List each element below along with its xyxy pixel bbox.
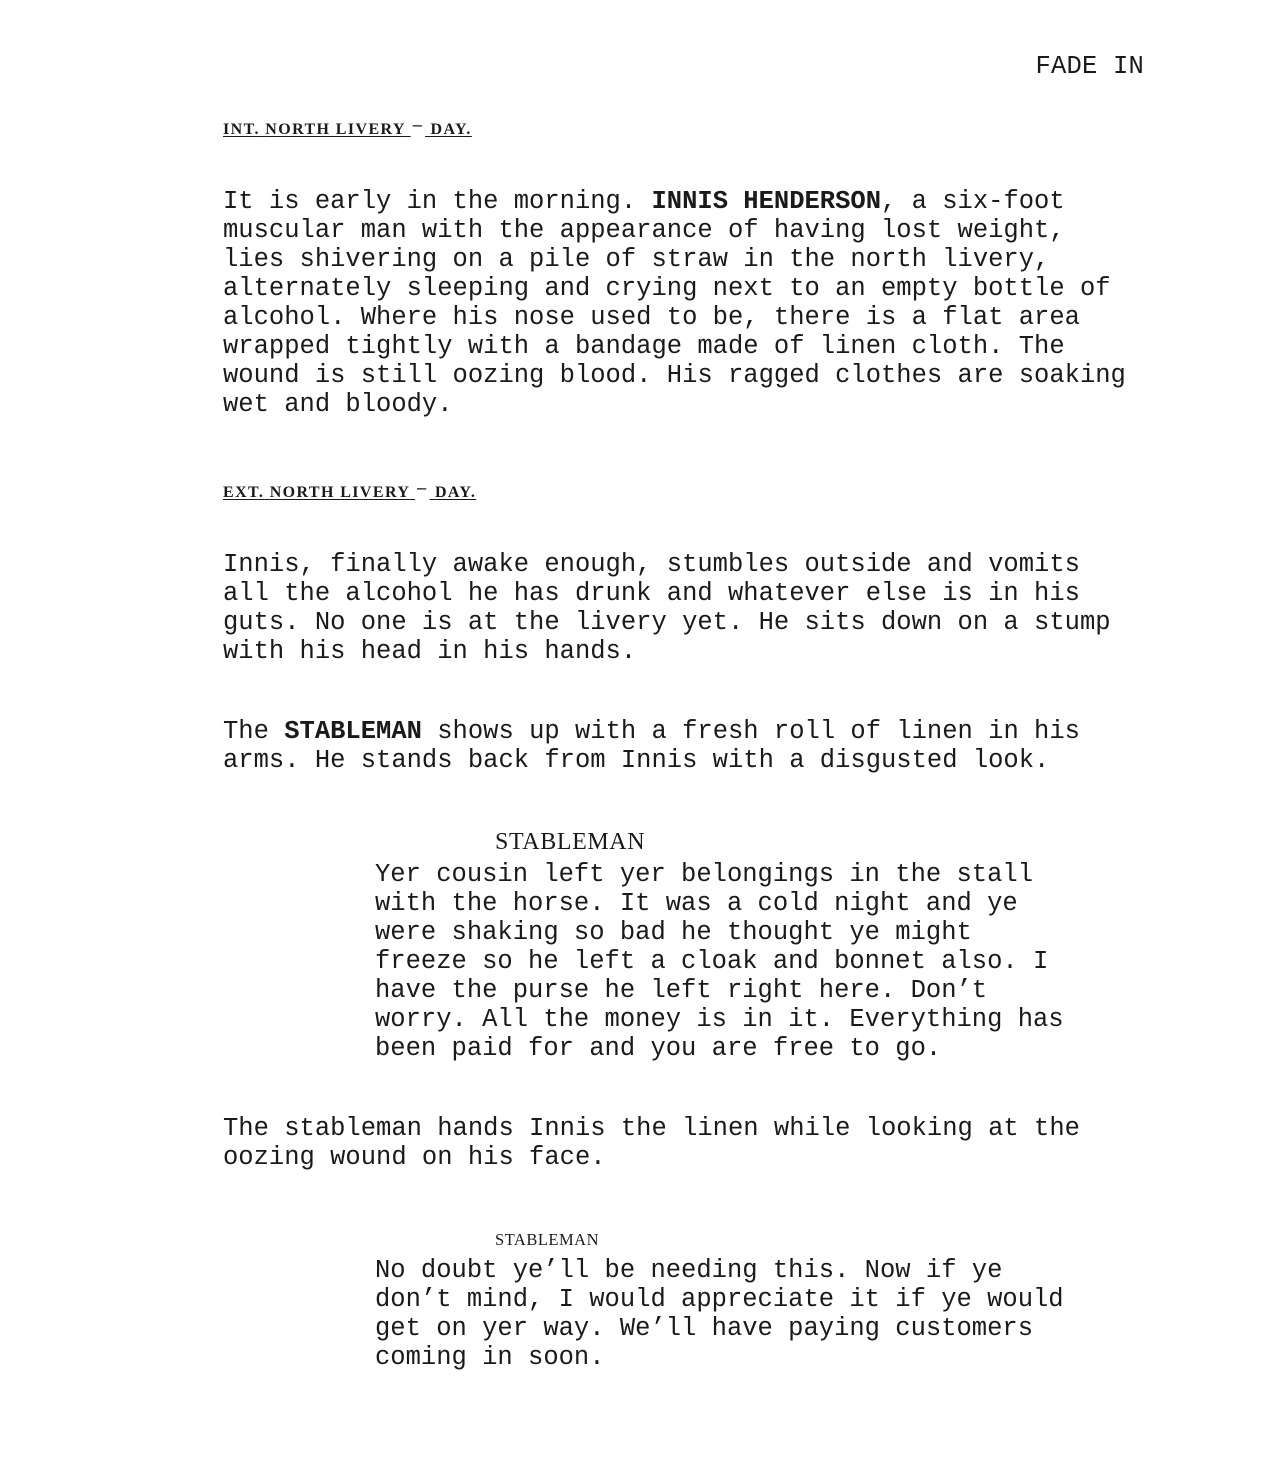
dialogue-line: freeze so he left a cloak and bonnet also. I: [375, 947, 1049, 976]
dialogue-line: don’t mind, I would appreciate it if ye would: [375, 1285, 1064, 1314]
dialogue-line: Yer cousin left yer belongings in the stall: [375, 860, 1034, 889]
scene-heading-int: INT.: [223, 121, 260, 138]
scene-heading-2: [223, 477, 476, 502]
action-line: all the alcohol he has drunk and whatever else is in his: [223, 579, 1080, 608]
dialogue-line: No doubt ye’ll be needing this. Now if ye: [375, 1256, 1003, 1285]
action-line: [223, 717, 1143, 746]
dialogue-line: with the horse. It was a cold night and ye: [375, 889, 1018, 918]
action-line: muscular man with the appearance of having lost weight,: [223, 216, 1065, 245]
character-cue: STABLEMAN: [495, 829, 646, 855]
character-cue: STABLEMAN: [495, 1230, 600, 1249]
dialogue-line: been paid for and you are free to go.: [375, 1034, 942, 1063]
action-block: [223, 1114, 1143, 1172]
action-text: The: [223, 717, 285, 746]
action-line: oozing wound on his face.: [223, 1143, 606, 1172]
character-intro-innis: INNIS HENDERSON: [651, 187, 882, 216]
action-line: The stableman hands Innis the linen while looking at the: [223, 1114, 1080, 1143]
action-line: alternately sleeping and crying next to an empty bottle of: [223, 274, 1111, 303]
action-block: [223, 717, 1143, 775]
action-text: shows up with a fresh roll of linen in his: [421, 717, 1080, 746]
dialogue-line: worry. All the money is in it. Everything has: [375, 1005, 1064, 1034]
action-line: wrapped tightly with a bandage made of linen cloth. The: [223, 332, 1065, 361]
scene-heading-location: NORTH LIVERY: [265, 121, 406, 138]
scene-heading-dash: –: [412, 114, 424, 134]
dialogue-line: were shaking so bad he thought ye might: [375, 918, 972, 947]
action-line: Innis, finally awake enough, stumbles outside and vomits: [223, 550, 1080, 579]
dialogue-block: [375, 860, 1064, 1063]
dialogue-line: have the purse he left right here. Don’t: [375, 976, 988, 1005]
action-block: [223, 550, 1143, 666]
action-text: It is early in the morning.: [223, 187, 652, 216]
scene-heading-ext: EXT.: [223, 484, 265, 501]
scene-heading-time: DAY.: [430, 121, 472, 138]
action-line: [223, 187, 1143, 216]
scene-heading-time: DAY.: [434, 484, 477, 501]
action-line: wound is still oozing blood. His ragged clothes are soaking: [223, 361, 1126, 390]
scene-heading-location: NORTH LIVERY: [269, 484, 410, 501]
action-line: alcohol. Where his nose used to be, there is a flat area: [223, 303, 1080, 332]
action-line: guts. No one is at the livery yet. He sits down on a stump: [223, 608, 1111, 637]
action-line: arms. He stands back from Innis with a disgusted look.: [223, 746, 1050, 775]
action-line: with his head in his hands.: [223, 637, 637, 666]
transition-fade-in: FADE IN: [1035, 52, 1144, 81]
character-intro-stableman: STABLEMAN: [284, 717, 422, 746]
action-line: lies shivering on a pile of straw in the north livery,: [223, 245, 1050, 274]
dialogue-line: coming in soon.: [375, 1343, 605, 1372]
action-text: , a six-foot: [881, 187, 1065, 216]
dialogue-line: get on yer way. We’ll have paying customers: [375, 1314, 1034, 1343]
scene-heading-1: [223, 114, 472, 139]
action-line: wet and bloody.: [223, 390, 453, 419]
scene-heading-dash: –: [417, 477, 428, 497]
action-block: [223, 187, 1143, 419]
dialogue-block: [375, 1256, 1064, 1372]
